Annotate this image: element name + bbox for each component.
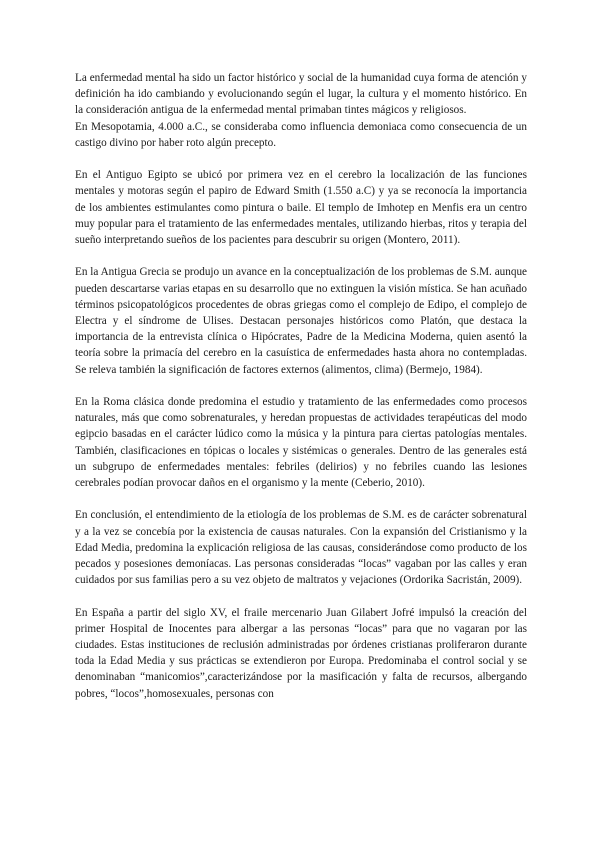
paragraph-conclusion: En conclusión, el entendimiento de la etiología de los problemas de S.M. es de carácter sobrenatural y a la vez se concebía por la existencia de causas naturales. Con la expansión del Cristianismo y la Edad Media, predomina la explicación religiosa de las causas, considerándose como producto de los pecados y posesiones demoníacas. Las personas consideradas “locas” vagaban por las calles y eran cuidados por sus familias pero a su vez objeto de maltratos y vejaciones (Ordorika Sacristán, 2009). (75, 509, 527, 587)
paragraph-rome: En la Roma clásica donde predomina el estudio y tratamiento de las enfermedades como procesos naturales, más que como sobrenaturales, y heredan propuestas de actividades terapéuticas del modo egipcio basadas en el carácter lúdico como la música y la pintura para ciertas patologías mentales. También, clasificaciones en tópicas o locales y sistémicas o generales. Dentro de las generales está un subgrupo de enfermedades mentales: febriles (delirios) y no febriles cuando las lesiones cerebrales podían provocar daños en el organismo y la mente (Ceberio, 2010). (75, 396, 527, 490)
paragraph-greece: En la Antigua Grecia se produjo un avance en la conceptualización de los problemas de S.M. aunque pueden descartarse varias etapas en su desarrollo que no extinguen la visión mística. Se han acuñado términos psicopatológicos procedentes de obras griegas como el complejo de Edipo, el complejo de Electra y el síndrome de Ulises. Destacan personajes históricos como Platón, que destaca la importancia de la entrevista clínica o Hipócrates, Padre de la Medicina Moderna, quien asentó la teoría sobre la primacía del cerebro en la casuística de enfermedades hasta ahora no contempladas. Se releva también la significación de factores externos (alimentos, clima) (Bermejo, 1984). (75, 266, 527, 376)
paragraph-spain: En España a partir del siglo XV, el fraile mercenario Juan Gilabert Jofré impulsó la creación del primer Hospital de Inocentes para albergar a las personas “locas” para que no vagaran por las ciudades. Estas instituciones de reclusión administradas por órdenes cristianas proliferaron durante toda la Edad Media y sus prácticas se extendieron por Europa. Predominaba el control social y se denominaban “manicomios”,caracterizándose por la masificación y falta de recursos, albergando pobres, “locos”,homosexuales, personas con (75, 606, 527, 700)
paragraph-gap (75, 248, 527, 264)
document-page (75, 70, 527, 702)
paragraph-gap (75, 151, 527, 167)
paragraph-mesopotamia: En Mesopotamia, 4.000 a.C., se consideraba como influencia demoniaca como consecuencia de un castigo divino por haber roto algún precepto. (75, 120, 527, 149)
paragraph-gap (75, 588, 527, 604)
paragraph-intro: La enfermedad mental ha sido un factor histórico y social de la humanidad cuya forma de atención y definición ha ido cambiando y evolucionando según el lugar, la cultura y el momento histórico. En la consideración antigua de la enfermedad mental primaban tintes mágicos y religiosos. (75, 72, 527, 117)
paragraph-gap (75, 491, 527, 507)
paragraph-egypt: En el Antiguo Egipto se ubicó por primera vez en el cerebro la localización de las funciones mentales y motoras según el papiro de Edward Smith (1.550 a.C) y ya se reconocía la importancia de los ambientes estimulantes como pintura o baile. El templo de Imhotep en Menfis era un centro muy popular para el tratamiento de las enfermedades mentales, utilizando hierbas, ritos y terapia del sueño interpretando sueños de los pacientes para descubrir su origen (Montero, 2011). (75, 169, 527, 247)
paragraph-gap (75, 378, 527, 394)
